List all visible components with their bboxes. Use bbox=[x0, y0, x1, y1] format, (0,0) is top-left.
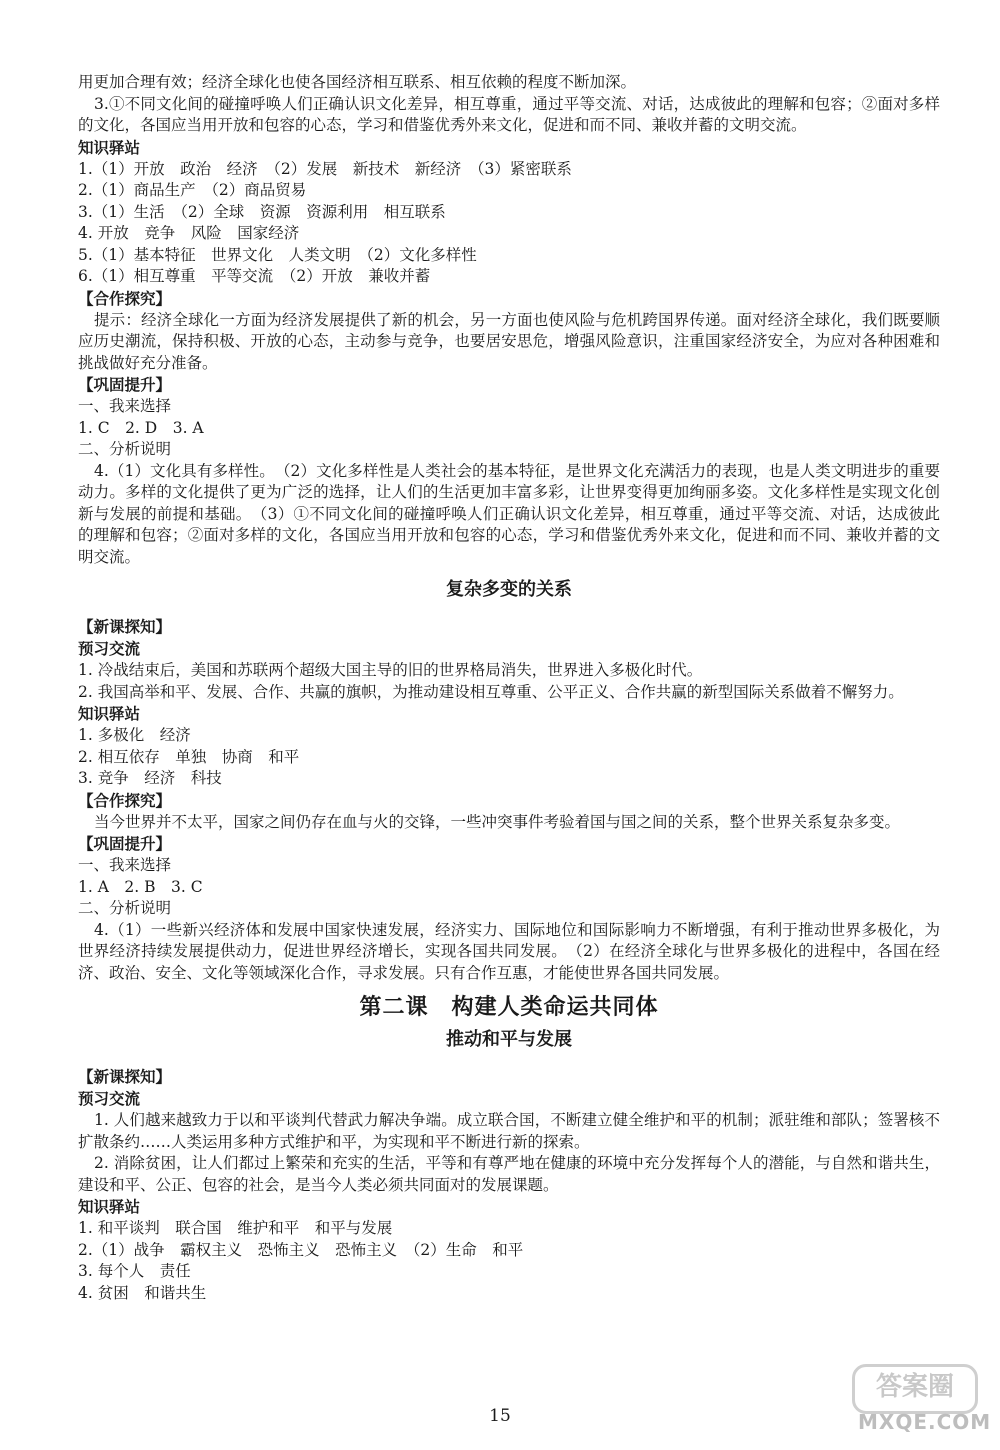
new-lesson-heading: 【新课探知】 bbox=[78, 1067, 172, 1086]
section-title: 推动和平与发展 bbox=[446, 1029, 572, 1050]
page-number: 15 bbox=[489, 1406, 511, 1426]
section-title: 复杂多变的关系 bbox=[446, 579, 572, 600]
watermark-text: 答案圈 bbox=[852, 1364, 978, 1414]
choice-heading: 一、我来选择 bbox=[78, 397, 172, 415]
watermark-url: MXQE.COM bbox=[858, 1410, 992, 1434]
answer-3-paragraph: 3.①不同文化间的碰撞呼唤人们正确认识文化差异，相互尊重，通过平等交流、对话，达成彼此的理解和包容；②面对多样的文化，各国应当用开放和包容的心态，学习和借鉴优秀外来文化，促进和而不同、兼收并蓄的文明交流。 bbox=[78, 94, 940, 134]
list-item: 3.（1）生活 （2）全球 资源 资源利用 相互联系 bbox=[78, 202, 446, 221]
list-item: 1. 冷战结束后，美国和苏联两个超级大国主导的旧的世界格局消失，世界进入多极化时代。 bbox=[78, 661, 703, 679]
list-item: 2. 我国高举和平、发展、合作、共赢的旗帜，为推动建设相互尊重、公平正义、合作共赢的新型国际关系做着不懈努力。 bbox=[78, 682, 904, 701]
list-item: 6.（1）相互尊重 平等交流 （2）开放 兼收并蓄 bbox=[78, 267, 431, 285]
intro-paragraph: 用更加合理有效；经济全球化也使各国经济相互联系、相互依赖的程度不断加深。 bbox=[78, 73, 637, 91]
cooperation-heading: 【合作探究】 bbox=[78, 790, 172, 810]
list-item: 2.（1）商品生产 （2）商品贸易 bbox=[78, 181, 307, 199]
list-item: 3. 每个人 责任 bbox=[78, 1262, 191, 1280]
list-item: 2. 相互依存 单独 协商 和平 bbox=[78, 747, 300, 766]
choice-answers: 1. A 2. B 3. C bbox=[78, 877, 203, 896]
analysis-heading: 二、分析说明 bbox=[78, 440, 172, 458]
list-item: 1. 和平谈判 联合国 维护和平 和平与发展 bbox=[78, 1219, 393, 1237]
list-item: 4. 开放 竞争 风险 国家经济 bbox=[78, 224, 300, 242]
list-item: 3. 竞争 经济 科技 bbox=[78, 769, 222, 787]
knowledge-station-heading: 知识驿站 bbox=[78, 704, 141, 723]
consolidate-heading: 【巩固提升】 bbox=[78, 834, 172, 853]
list-item: 5.（1）基本特征 世界文化 人类文明 （2）文化多样性 bbox=[78, 245, 477, 264]
analysis-heading: 二、分析说明 bbox=[78, 899, 172, 917]
analysis-paragraph: 4.（1）文化具有多样性。 （2）文化多样性是人类社会的基本特征，是世界文化充满活力的表现，也是人类文明进步的重要动力。多样的文化提供了更为广泛的选择，让人们的生活更加丰富多彩，让世界变得更加绚丽多姿。文化多样性是实现文化创新与发展的前提和基础。 （3）①不同文化间的碰撞呼唤人们正确认识文化差异，相互尊重，通过平等交流、对话，达成彼此的理解和包容；②面对多样的文化，各国应当用开放和包容的心态，学习和借鉴优秀外来文化，促进和而不同、兼收并蓄的文明交流。 bbox=[78, 461, 940, 566]
cooperation-paragraph: 提示：经济全球化一方面为经济发展提供了新的机会，另一方面也使风险与危机跨国界传递。面对经济全球化，我们既要顺应历史潮流，保持积极、开放的心态，主动参与竞争，也要居安思危，增强风险意识，注重国家经济安全，为应对各种困难和挑战做好充分准备。 bbox=[78, 310, 940, 372]
list-item: 4. 贫困 和谐共生 bbox=[78, 1283, 207, 1302]
page-content bbox=[78, 72, 940, 1304]
knowledge-station-heading: 知识驿站 bbox=[78, 1197, 141, 1216]
list-item: 1. 多极化 经济 bbox=[78, 726, 191, 744]
list-item: 2.（1）战争 霸权主义 恐怖主义 恐怖主义 （2）生命 和平 bbox=[78, 1240, 524, 1259]
preview-heading: 预习交流 bbox=[78, 1089, 141, 1108]
watermark-logo bbox=[858, 1364, 992, 1434]
list-item: 1.（1）开放 政治 经济 （2）发展 新技术 新经济 （3）紧密联系 bbox=[78, 159, 572, 178]
choice-heading: 一、我来选择 bbox=[78, 856, 172, 874]
analysis-paragraph: 4.（1）一些新兴经济体和发展中国家快速发展，经济实力、国际地位和国际影响力不断增强，有利于推动世界多极化，为世界经济持续发展提供动力，促进世界经济增长，实现各国共同发展。 （2）在经济全球化与世界多极化的进程中，各国在经济、政治、安全、文化等领域深化合作，寻求发展。只有合作互惠，才能使世界各国共同发展。 bbox=[78, 920, 940, 982]
list-item: 2. 消除贫困，让人们都过上繁荣和充实的生活，平等和有尊严地在健康的环境中充分发挥每个人的潜能，与自然和谐共生，建设和平、公正、包容的社会，是当今人类必须共同面对的发展课题。 bbox=[78, 1154, 940, 1194]
choice-answers: 1. C 2. D 3. A bbox=[78, 418, 204, 437]
cooperation-heading: 【合作探究】 bbox=[78, 288, 172, 308]
new-lesson-heading: 【新课探知】 bbox=[78, 617, 172, 636]
list-item: 1. 人们越来越致力于以和平谈判代替武力解决争端。成立联合国，不断建立健全维护和平的机制；派驻维和部队；签署核不扩散条约……人类运用多种方式维护和平，为实现和平不断进行新的探索。 bbox=[78, 1111, 940, 1151]
knowledge-station-heading: 知识驿站 bbox=[78, 137, 141, 157]
lesson-title: 第二课 构建人类命运共同体 bbox=[359, 994, 659, 1020]
preview-heading: 预习交流 bbox=[78, 639, 141, 658]
consolidate-heading: 【巩固提升】 bbox=[78, 375, 172, 394]
cooperation-paragraph: 当今世界并不太平，国家之间仍存在血与火的交锋，一些冲突事件考验着国与国之间的关系，整个世界关系复杂多变。 bbox=[94, 812, 901, 831]
